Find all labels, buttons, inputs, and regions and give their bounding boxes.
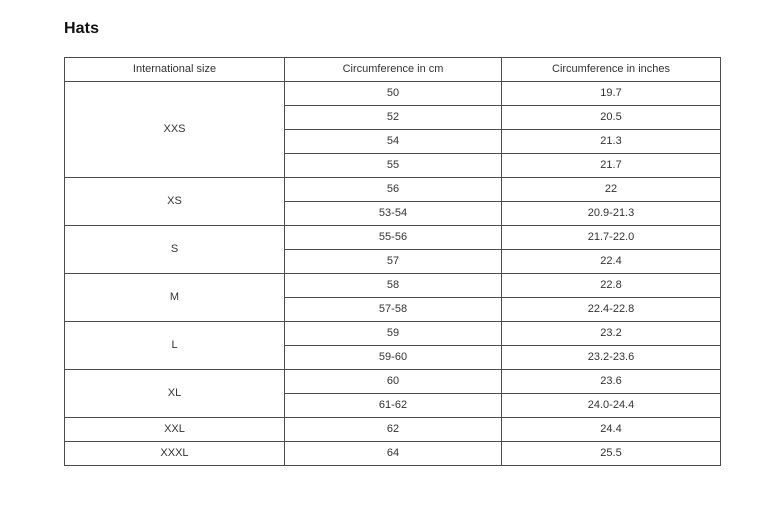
- cm-cell: 59: [285, 322, 502, 346]
- inches-cell: 23.6: [502, 370, 721, 394]
- header-circumference-cm: Circumference in cm: [285, 58, 502, 82]
- size-cell: M: [65, 274, 285, 322]
- header-circumference-inches: Circumference in inches: [502, 58, 721, 82]
- cm-cell: 54: [285, 130, 502, 154]
- table-row: [65, 322, 721, 346]
- cm-cell: 56: [285, 178, 502, 202]
- inches-cell: 20.9-21.3: [502, 202, 721, 226]
- table-body: [65, 82, 721, 466]
- hats-size-table: [64, 57, 721, 466]
- header-international-size: International size: [65, 58, 285, 82]
- cm-cell: 55: [285, 154, 502, 178]
- inches-cell: 22.8: [502, 274, 721, 298]
- cm-cell: 62: [285, 418, 502, 442]
- cm-cell: 64: [285, 442, 502, 466]
- table-row: [65, 178, 721, 202]
- size-cell: XXS: [65, 82, 285, 178]
- cm-cell: 50: [285, 82, 502, 106]
- table-row: [65, 274, 721, 298]
- inches-cell: 24.4: [502, 418, 721, 442]
- size-cell: S: [65, 226, 285, 274]
- page-title: Hats: [64, 20, 100, 37]
- cm-cell: 61-62: [285, 394, 502, 418]
- inches-cell: 21.7: [502, 154, 721, 178]
- inches-cell: 21.7-22.0: [502, 226, 721, 250]
- size-cell: XXL: [65, 418, 285, 442]
- cm-cell: 58: [285, 274, 502, 298]
- cm-cell: 57-58: [285, 298, 502, 322]
- inches-cell: 20.5: [502, 106, 721, 130]
- cm-cell: 59-60: [285, 346, 502, 370]
- cm-cell: 53-54: [285, 202, 502, 226]
- inches-cell: 19.7: [502, 82, 721, 106]
- table-row: [65, 82, 721, 106]
- table-header: [65, 58, 721, 82]
- inches-cell: 25.5: [502, 442, 721, 466]
- inches-cell: 24.0-24.4: [502, 394, 721, 418]
- inches-cell: 21.3: [502, 130, 721, 154]
- cm-cell: 55-56: [285, 226, 502, 250]
- size-cell: XS: [65, 178, 285, 226]
- table-row: [65, 418, 721, 442]
- size-cell: XL: [65, 370, 285, 418]
- table-row: [65, 442, 721, 466]
- inches-cell: 22.4-22.8: [502, 298, 721, 322]
- inches-cell: 23.2: [502, 322, 721, 346]
- table-row: [65, 226, 721, 250]
- cm-cell: 60: [285, 370, 502, 394]
- cm-cell: 52: [285, 106, 502, 130]
- cm-cell: 57: [285, 250, 502, 274]
- size-cell: L: [65, 322, 285, 370]
- table-row: [65, 370, 721, 394]
- inches-cell: 22: [502, 178, 721, 202]
- inches-cell: 22.4: [502, 250, 721, 274]
- header-row: [65, 58, 721, 82]
- inches-cell: 23.2-23.6: [502, 346, 721, 370]
- size-cell: XXXL: [65, 442, 285, 466]
